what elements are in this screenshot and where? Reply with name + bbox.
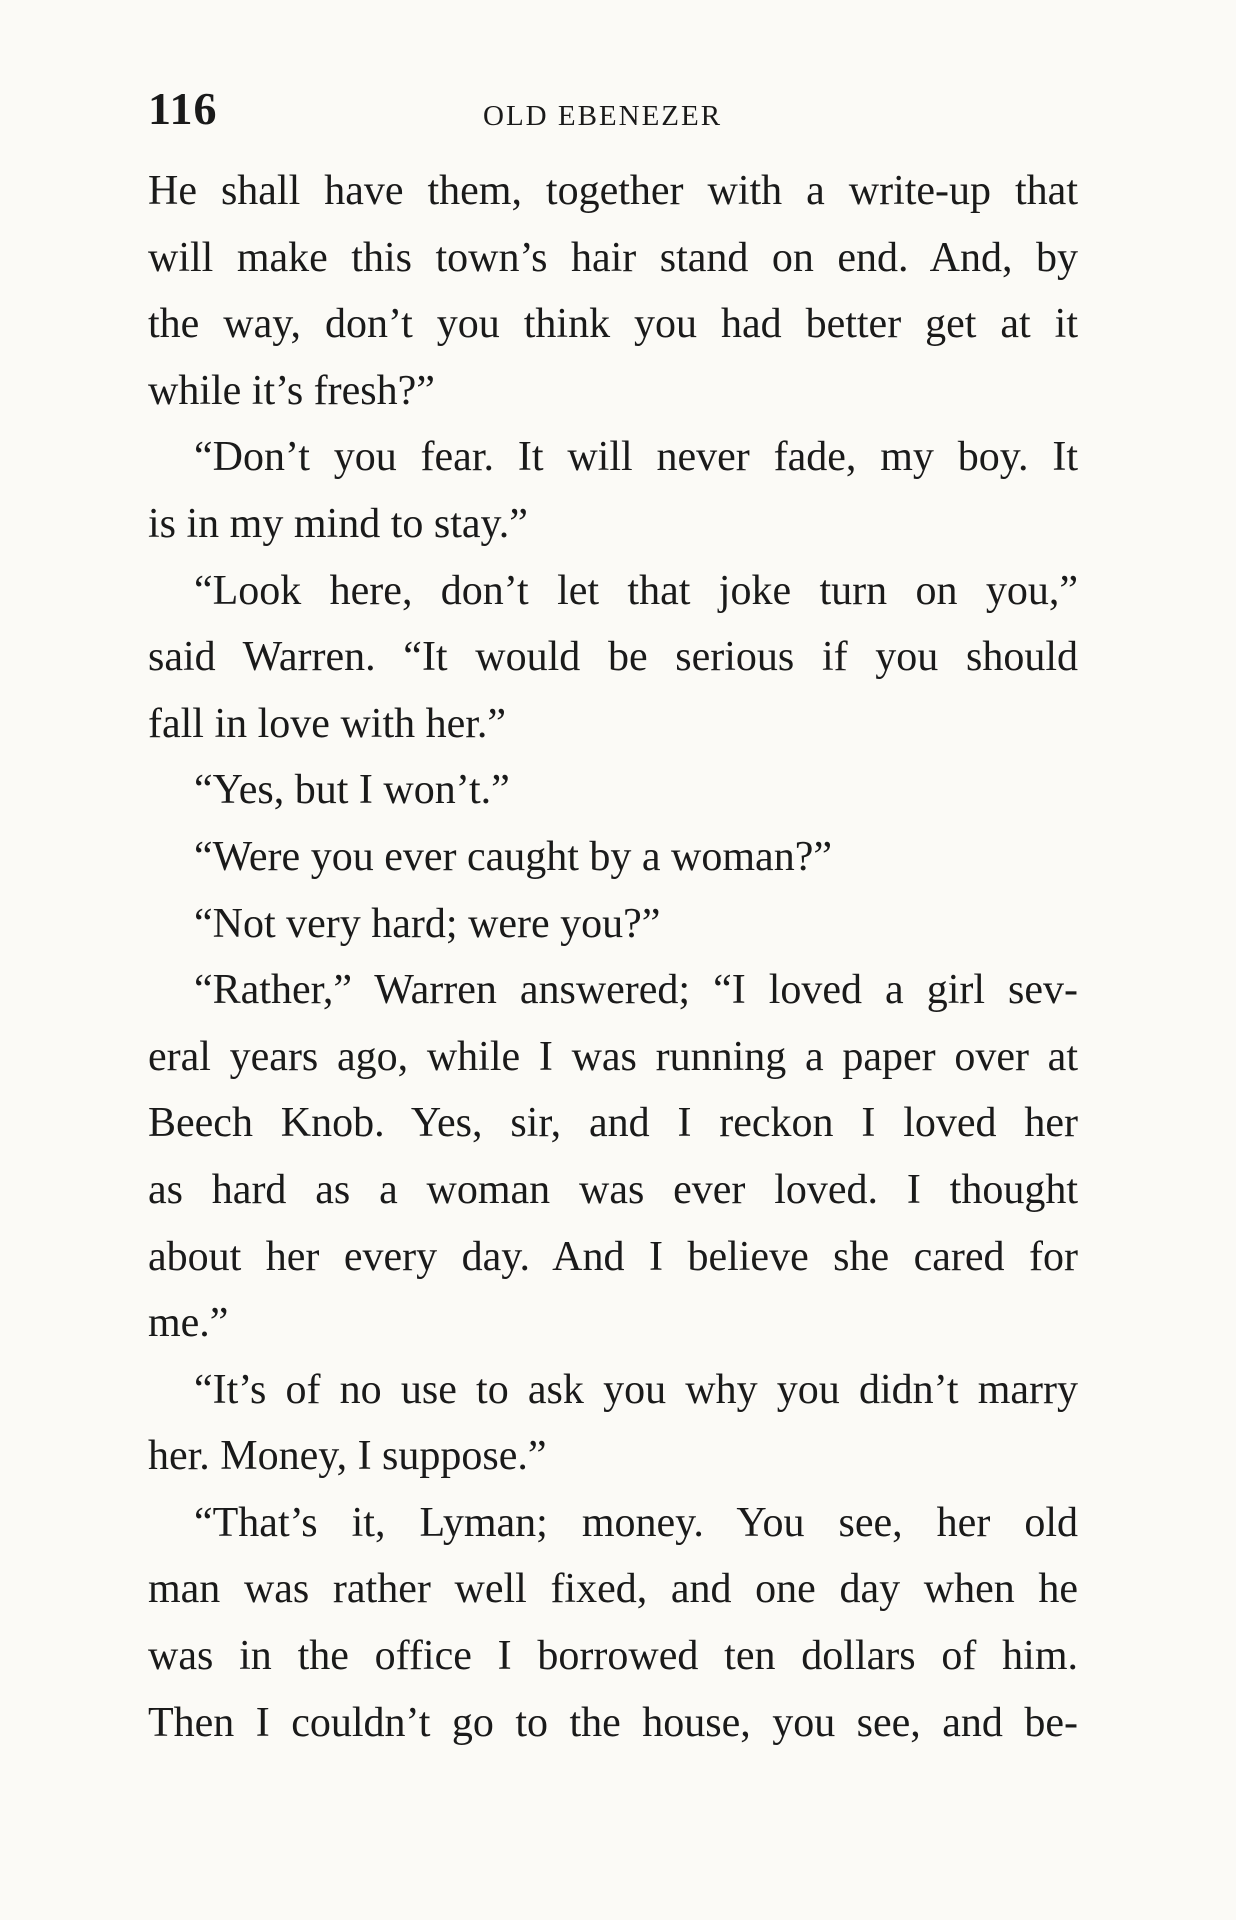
text-line: “Were you ever caught by a woman?” <box>194 833 832 880</box>
running-head: OLD EBENEZER <box>483 100 723 132</box>
text-line: about her every day. And I believe she cared for <box>148 1233 1078 1280</box>
text-line: is in my mind to stay.” <box>148 500 528 547</box>
text-line: “It’s of no use to ask you why you didn’t marry <box>194 1366 1078 1413</box>
text-line: He shall have them, together with a write-up that <box>148 168 1078 214</box>
text-line: “That’s it, Lyman; money. You see, her old <box>194 1499 1078 1546</box>
text-line: was in the office I borrowed ten dollars of him. <box>148 1633 1078 1680</box>
text-line: me.” <box>148 1300 229 1347</box>
body-text <box>148 158 1078 1756</box>
text-line: “Don’t you fear. It will never fade, my boy. It <box>194 434 1078 481</box>
text-line: as hard as a woman was ever loved. I thought <box>148 1166 1078 1213</box>
text-line: the way, don’t you think you had better get at it <box>148 301 1078 348</box>
text-line: eral years ago, while I was running a paper over at <box>148 1033 1078 1080</box>
text-line: “Yes, but I won’t.” <box>194 767 510 814</box>
page-number: 116 <box>148 83 218 134</box>
text-line: said Warren. “It would be serious if you should <box>148 634 1078 681</box>
text-line: her. Money, I suppose.” <box>148 1433 547 1480</box>
text-line: “Look here, don’t let that joke turn on you,” <box>194 567 1078 614</box>
text-line: “Rather,” Warren answered; “I loved a girl sev- <box>194 967 1078 1014</box>
text-line: Then I couldn’t go to the house, you see, and be- <box>148 1699 1078 1746</box>
text-line: Beech Knob. Yes, sir, and I reckon I loved her <box>148 1100 1078 1147</box>
text-line: while it’s fresh?” <box>148 367 435 414</box>
text-line: will make this town’s hair stand on end. And, by <box>148 234 1078 281</box>
page-header <box>148 82 1078 142</box>
text-line: man was rather well fixed, and one day when he <box>148 1566 1078 1613</box>
text-line: “Not very hard; were you?” <box>194 900 661 947</box>
text-line: fall in love with her.” <box>148 700 507 747</box>
